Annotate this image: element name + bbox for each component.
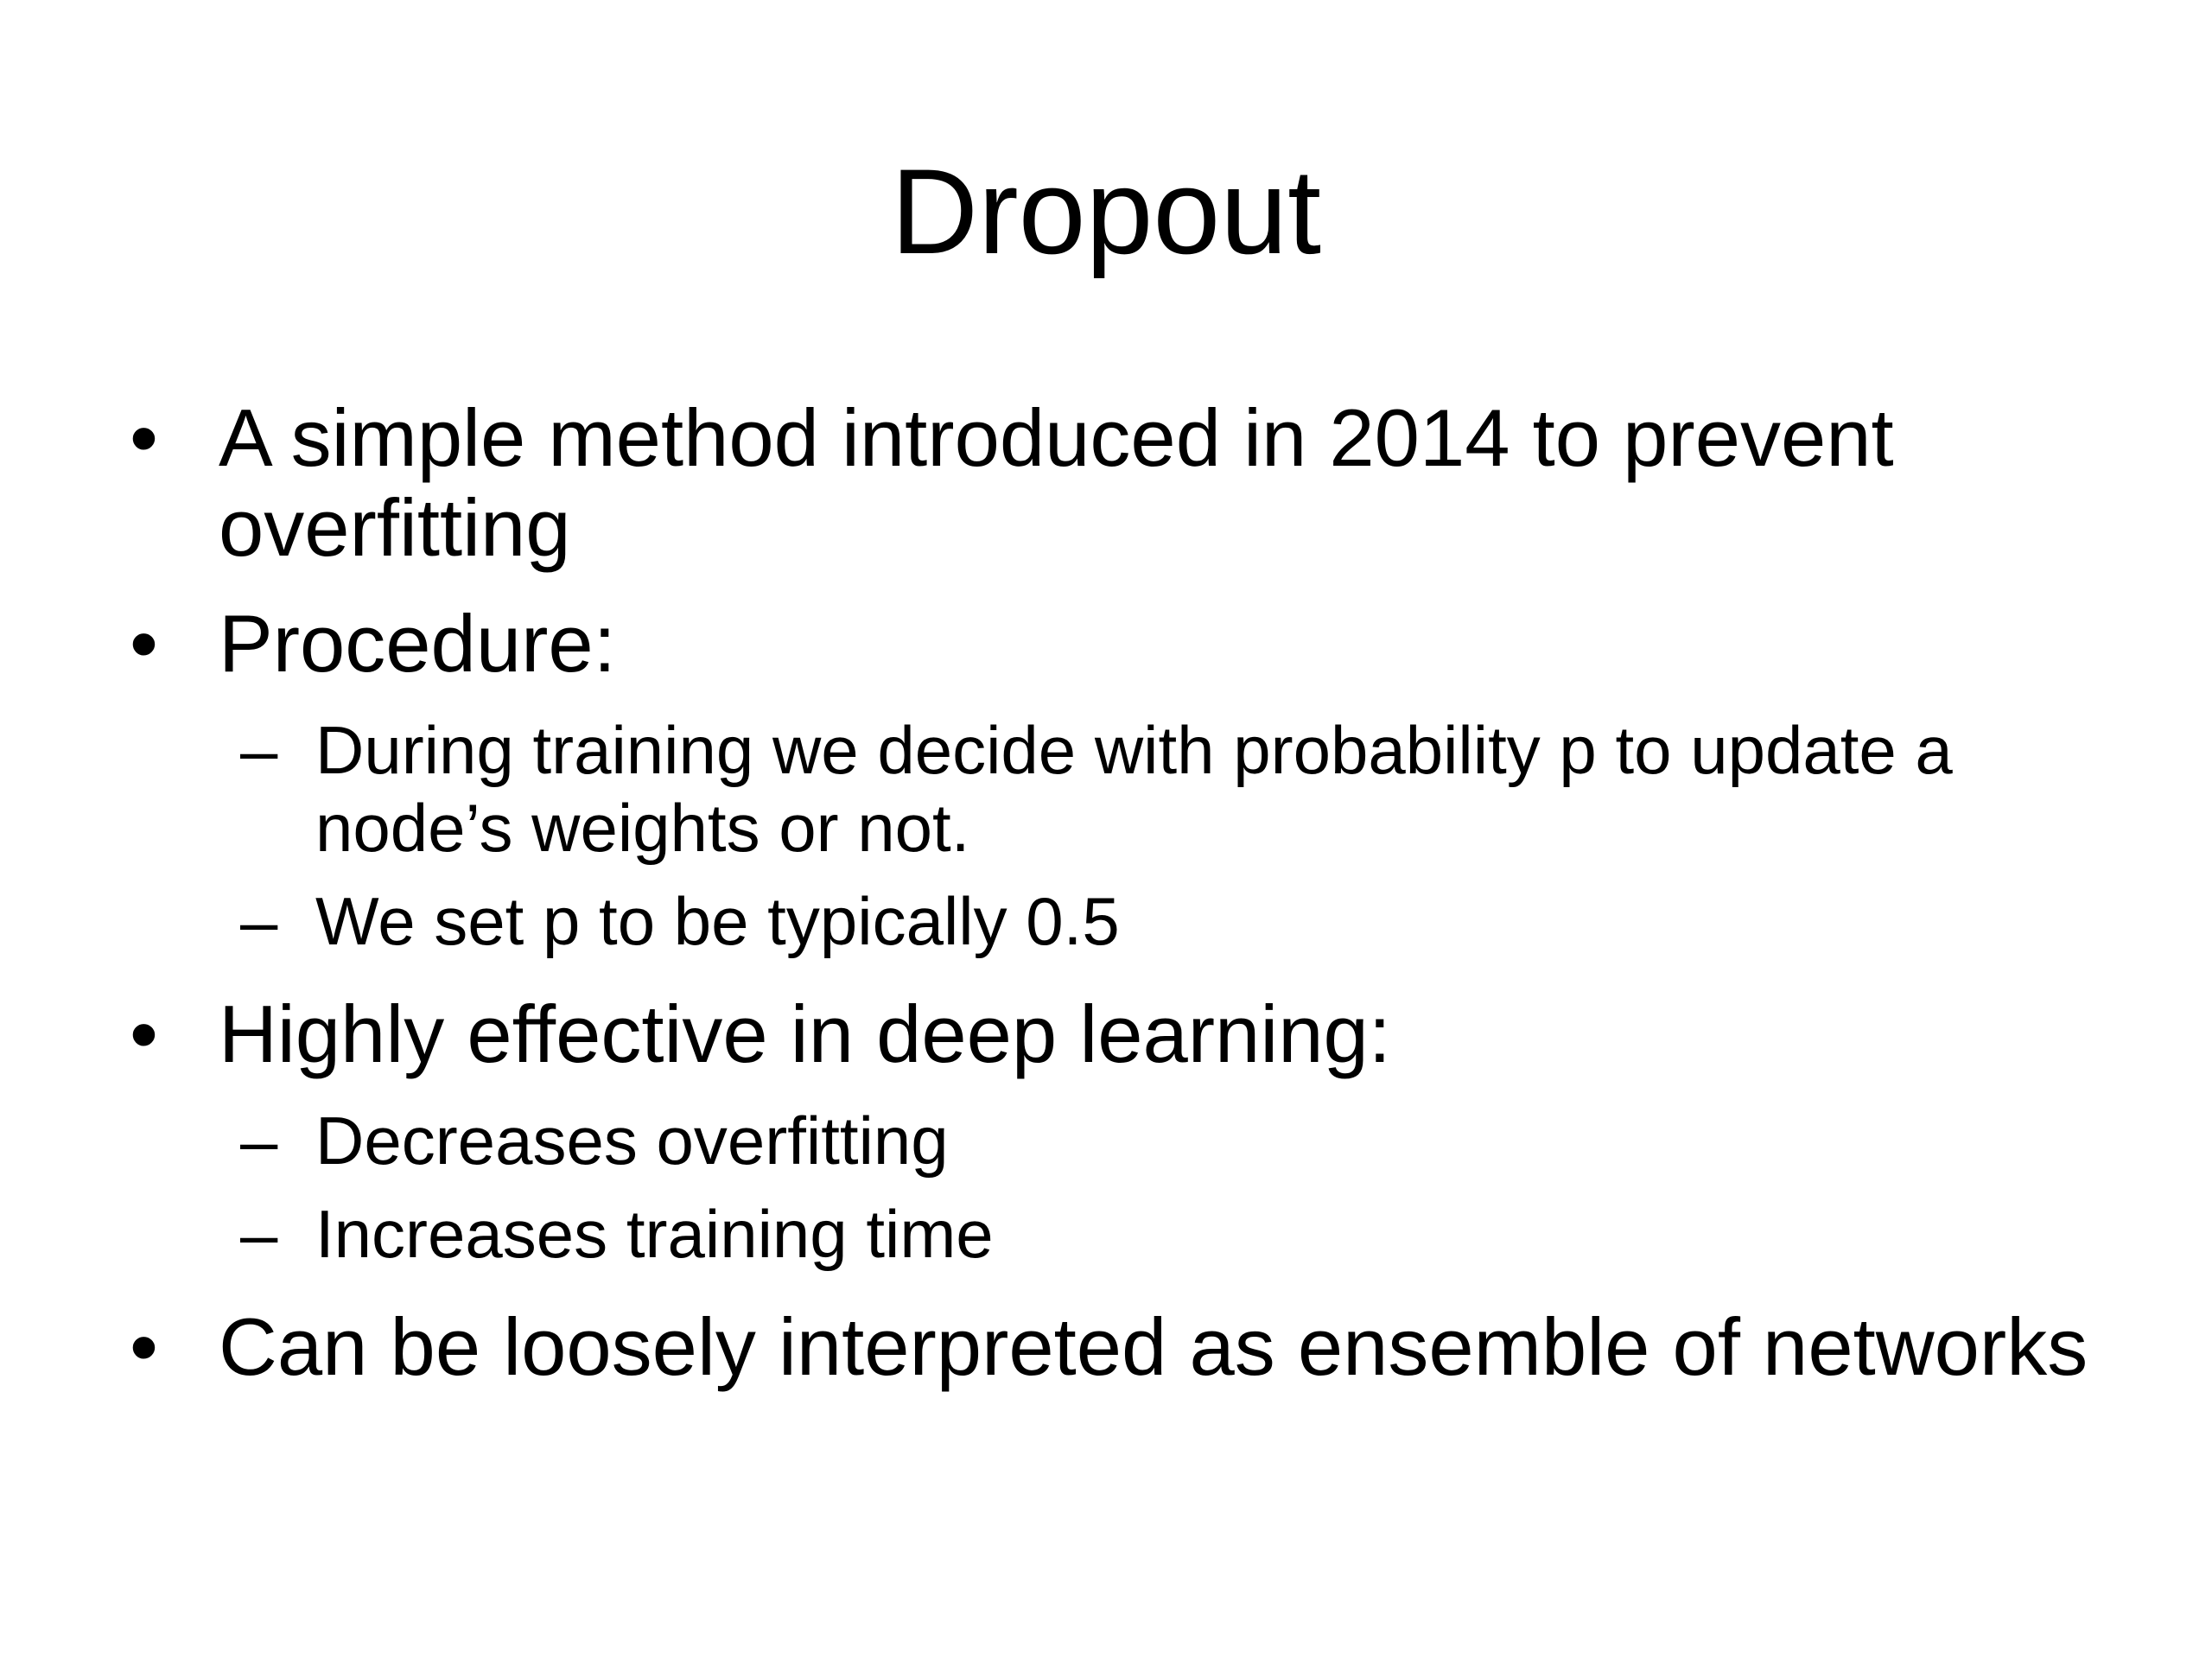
sub-bullet-marker: – [240,1103,278,1179]
bullet-item [130,599,2117,689]
sub-bullet-text: Decreases overfitting [315,1103,949,1179]
bullet-text: Can be loosely interpreted as ensemble of networks [219,1301,2088,1392]
bullet-marker: • [130,598,158,689]
sub-bullet-marker: – [240,883,278,959]
bullet-item [130,1302,2117,1392]
sub-bullet-text: We set p to be typically 0.5 [315,883,1120,959]
sub-bullet-marker: – [240,1196,278,1272]
bullet-marker: • [130,988,158,1079]
bullet-item [130,989,2117,1079]
sub-bullet-item [130,1102,2117,1179]
bullet-item [130,393,2117,573]
sub-bullet-text: During training we decide with probability p to update a node’s weights or not. [315,712,1953,866]
sub-bullet-item [130,882,2117,960]
sub-bullet-item [130,711,2117,867]
bullet-marker: • [130,392,158,483]
sub-bullet-item [130,1195,2117,1273]
sub-bullet-text: Increases training time [315,1196,994,1272]
bullet-text: Highly effective in deep learning: [219,988,1391,1079]
bullet-list [130,393,2117,1418]
sub-bullet-marker: – [240,712,278,788]
slide-title: Dropout [890,143,1322,279]
bullet-marker: • [130,1301,158,1392]
bullet-text: Procedure: [219,598,616,689]
bullet-text: A simple method introduced in 2014 to prevent overfitting [219,392,1894,573]
